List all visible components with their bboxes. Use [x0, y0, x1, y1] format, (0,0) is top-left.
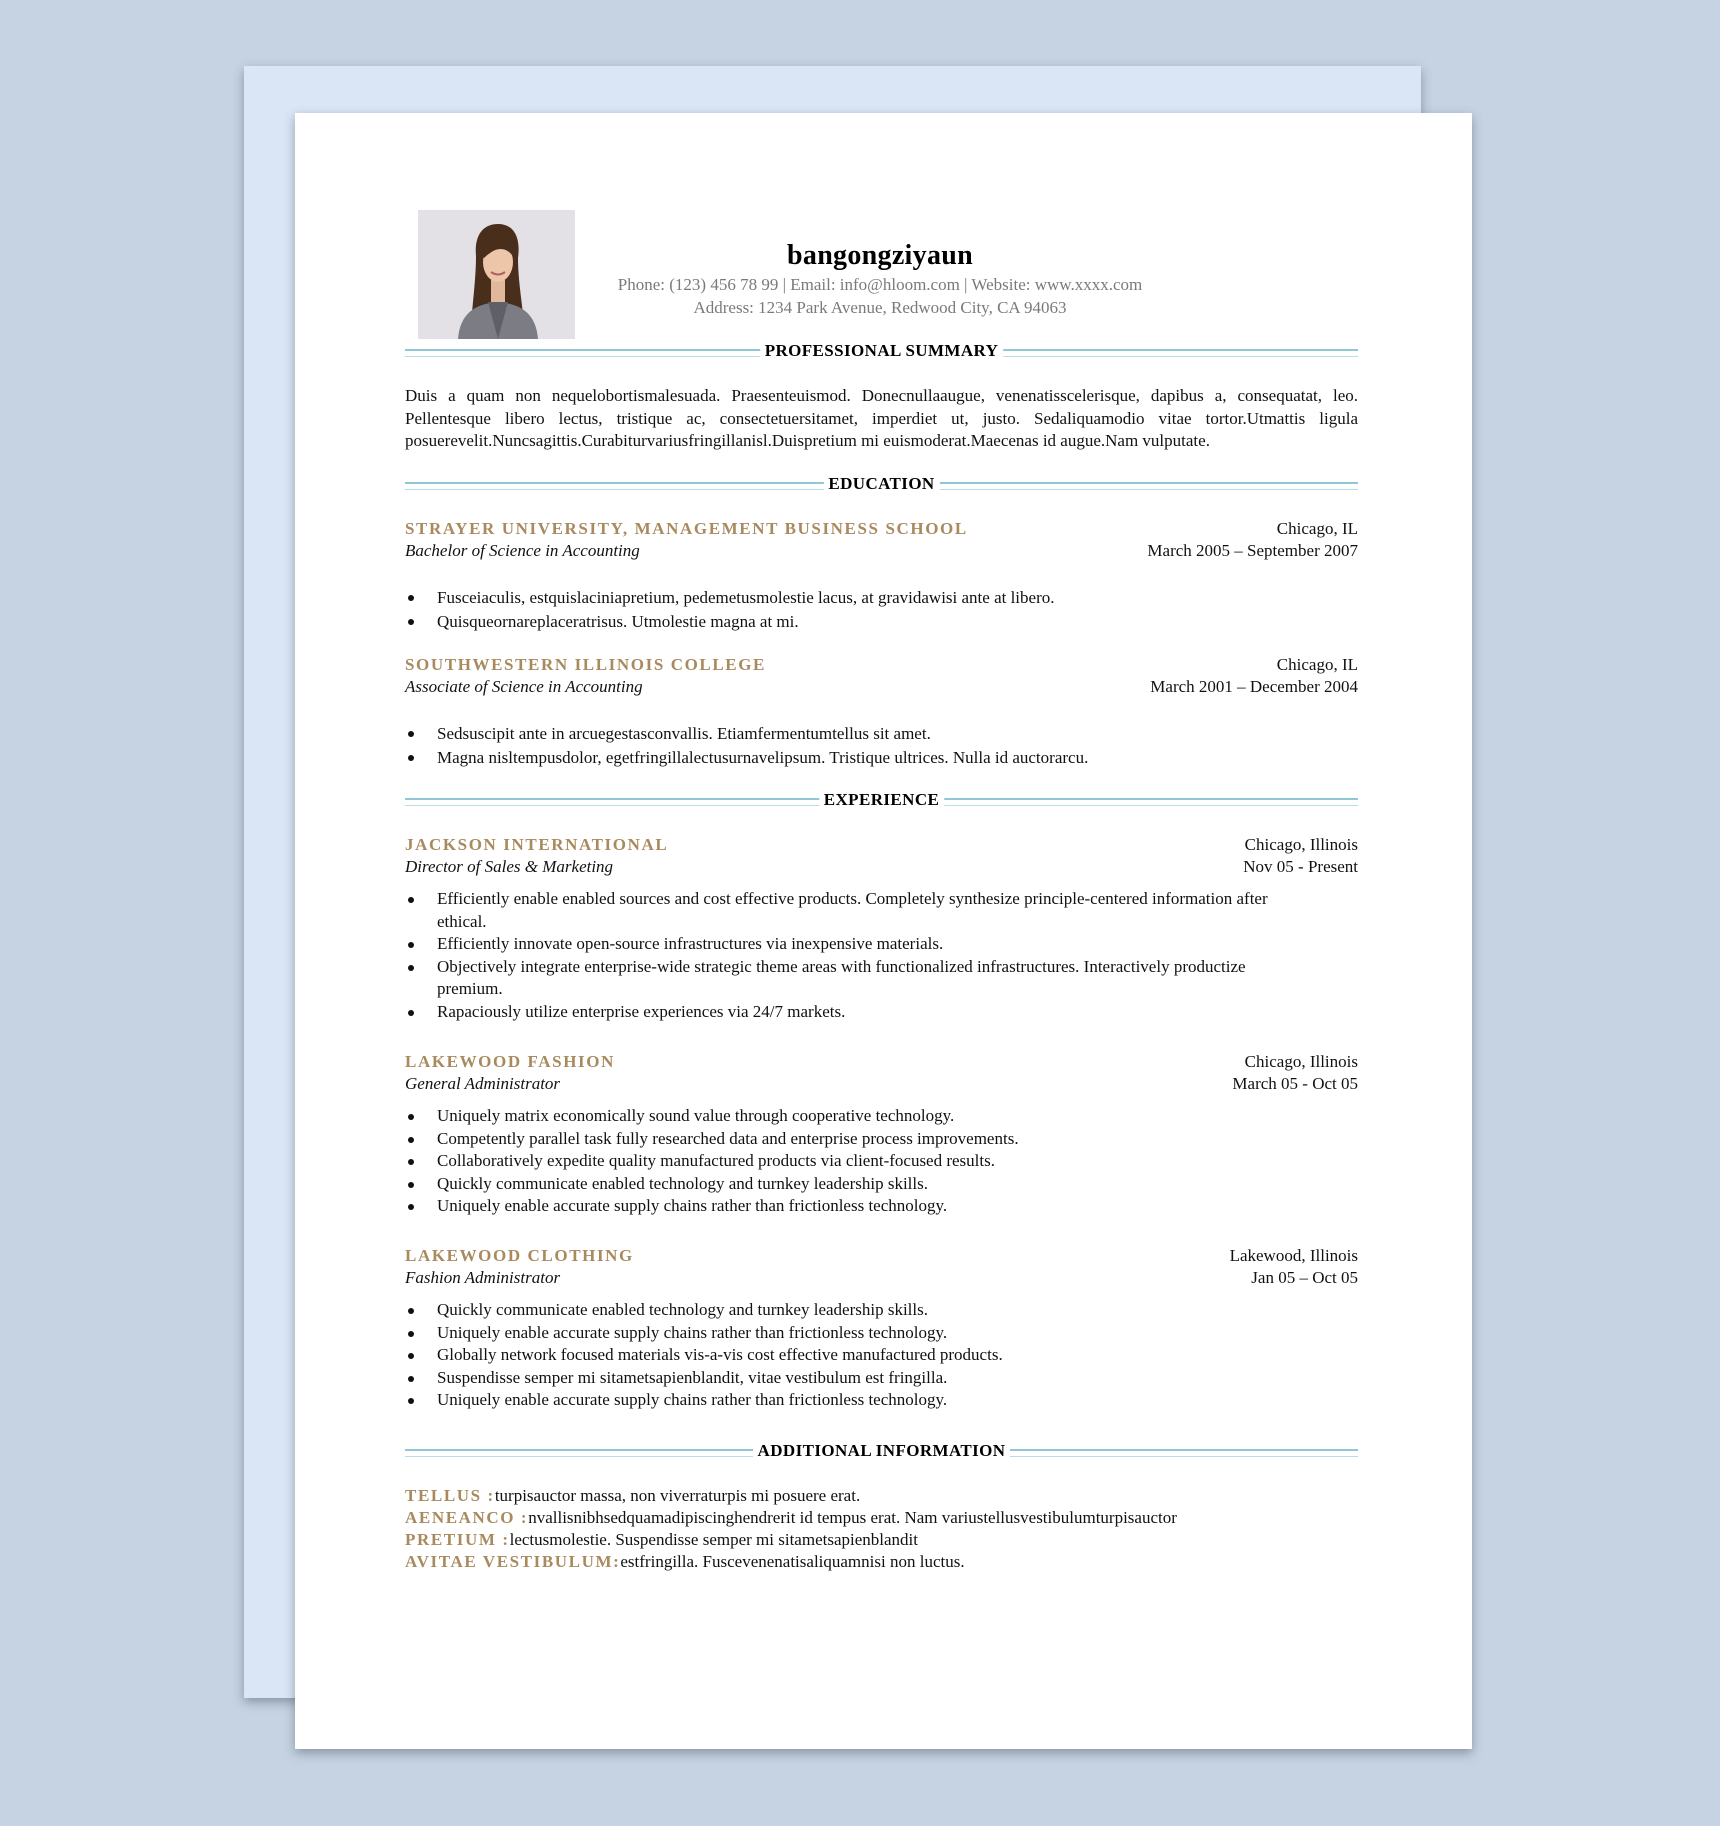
list-item: Uniquely enable accurate supply chains rather than frictionless technology. [405, 1195, 1305, 1218]
education-bullets [405, 586, 1055, 633]
experience-bullets [405, 1105, 1305, 1218]
portrait-image [418, 210, 575, 339]
section-title: EXPERIENCE [819, 790, 944, 810]
list-item: Magna nisltempusdolor, egetfringillalectusurnavelipsum. Tristique ultrices. Nulla id auctorarcu. [405, 746, 1088, 770]
profile-photo [418, 210, 575, 339]
degree: Associate of Science in Accounting [405, 677, 643, 696]
job-title: Director of Sales & Marketing [405, 857, 614, 876]
school-name: STRAYER UNIVERSITY, MANAGEMENT BUSINESS SCHOOL [405, 519, 968, 538]
additional-item [405, 1552, 965, 1572]
section-header-education [405, 475, 1358, 495]
job-dates: Jan 05 – Oct 05 [1251, 1268, 1358, 1287]
company-name: LAKEWOOD FASHION [405, 1052, 615, 1071]
job-dates: Nov 05 - Present [1243, 857, 1358, 876]
company-name: JACKSON INTERNATIONAL [405, 835, 669, 854]
school-dates: March 2001 – December 2004 [1150, 677, 1358, 696]
job-title: Fashion Administrator [405, 1268, 561, 1287]
additional-value: estfringilla. Fuscevenenatisaliquamnisi non luctus. [620, 1552, 965, 1571]
list-item: Rapaciously utilize enterprise experiences via 24/7 markets. [405, 1001, 1305, 1024]
additional-value: turpisauctor massa, non viverraturpis mi posuere erat. [494, 1486, 861, 1505]
school-location: Chicago, IL [1276, 519, 1358, 538]
contact-line: Phone: (123) 456 78 99 | Email: info@hloom.com | Website: www.xxxx.com [617, 275, 1143, 294]
job-location: Lakewood, Illinois [1229, 1246, 1358, 1265]
list-item: Quickly communicate enabled technology and turnkey leadership skills. [405, 1299, 1305, 1322]
additional-key: AVITAE VESTIBULUM: [405, 1552, 621, 1571]
additional-item [405, 1530, 918, 1550]
job-location: Chicago, Illinois [1244, 835, 1358, 854]
degree: Bachelor of Science in Accounting [405, 541, 640, 560]
section-header-additional [405, 1442, 1358, 1462]
experience-bullets [405, 1299, 1305, 1412]
school-location: Chicago, IL [1276, 655, 1358, 674]
additional-key: PRETIUM : [405, 1530, 510, 1549]
section-header-summary [405, 342, 1358, 362]
list-item: Sedsuscipit ante in arcuegestasconvallis. Etiamfermentumtellus sit amet. [405, 722, 1088, 746]
list-item: Efficiently innovate open-source infrastructures via inexpensive materials. [405, 933, 1305, 956]
address-line: Address: 1234 Park Avenue, Redwood City, CA 94063 [693, 298, 1067, 317]
list-item: Uniquely enable accurate supply chains rather than frictionless technology. [405, 1389, 1305, 1412]
job-location: Chicago, Illinois [1244, 1052, 1358, 1071]
list-item: Objectively integrate enterprise-wide strategic theme areas with functionalized infrastructures. Interactively productize premium. [405, 956, 1305, 1001]
job-dates: March 05 - Oct 05 [1232, 1074, 1358, 1093]
list-item: Quisqueornareplaceratrisus. Utmolestie magna at mi. [405, 610, 1055, 634]
section-title: ADDITIONAL INFORMATION [753, 1441, 1011, 1461]
summary-text: Duis a quam non nequelobortismalesuada. Praesenteuismod. Donecnullaaugue, venenatisscelerisque, dapibus a, consequatat, leo. Pellentesque libero lectus, tristique ac, consectetuersitamet, imperdiet ut, justo. Sedaliquamodio vitae tortor.Utmattis ligula posuerevelit.Nuncsagittis.Curabiturvariusfringillanisl.Duispretium mi euismoderat.Maecenas id augue.Nam vulputate. [405, 386, 1358, 450]
section-title: EDUCATION [823, 474, 939, 494]
additional-key: AENEANCO : [405, 1508, 529, 1527]
school-name: SOUTHWESTERN ILLINOIS COLLEGE [405, 655, 766, 674]
list-item: Globally network focused materials vis-a-vis cost effective manufactured products. [405, 1344, 1305, 1367]
list-item: Collaboratively expedite quality manufactured products via client-focused results. [405, 1150, 1305, 1173]
additional-value: lectusmolestie. Suspendisse semper mi sitametsapienblandit [509, 1530, 918, 1549]
list-item: Quickly communicate enabled technology and turnkey leadership skills. [405, 1173, 1305, 1196]
school-dates: March 2005 – September 2007 [1147, 541, 1358, 560]
list-item: Efficiently enable enabled sources and cost effective products. Completely synthesize principle-centered information after ethical. [405, 888, 1305, 933]
additional-item [405, 1486, 860, 1506]
additional-value: nvallisnibhsedquamadipiscinghendrerit id tempus erat. Nam variustellusvestibulumturpisauctor [528, 1508, 1177, 1527]
section-header-experience [405, 791, 1358, 811]
section-title: PROFESSIONAL SUMMARY [760, 341, 1004, 361]
experience-bullets [405, 888, 1305, 1023]
candidate-name: bangongziyaun [787, 240, 973, 271]
list-item: Suspendisse semper mi sitametsapienblandit, vitae vestibulum est fringilla. [405, 1367, 1305, 1390]
list-item: Fusceiaculis, estquislaciniapretium, pedemetusmolestie lacus, at gravidawisi ante at libero. [405, 586, 1055, 610]
additional-item [405, 1508, 1177, 1528]
job-title: General Administrator [405, 1074, 561, 1093]
education-bullets [405, 722, 1088, 769]
list-item: Uniquely matrix economically sound value through cooperative technology. [405, 1105, 1305, 1128]
list-item: Uniquely enable accurate supply chains rather than frictionless technology. [405, 1322, 1305, 1345]
additional-key: TELLUS : [405, 1486, 495, 1505]
list-item: Competently parallel task fully researched data and enterprise process improvements. [405, 1128, 1305, 1151]
company-name: LAKEWOOD CLOTHING [405, 1246, 634, 1265]
